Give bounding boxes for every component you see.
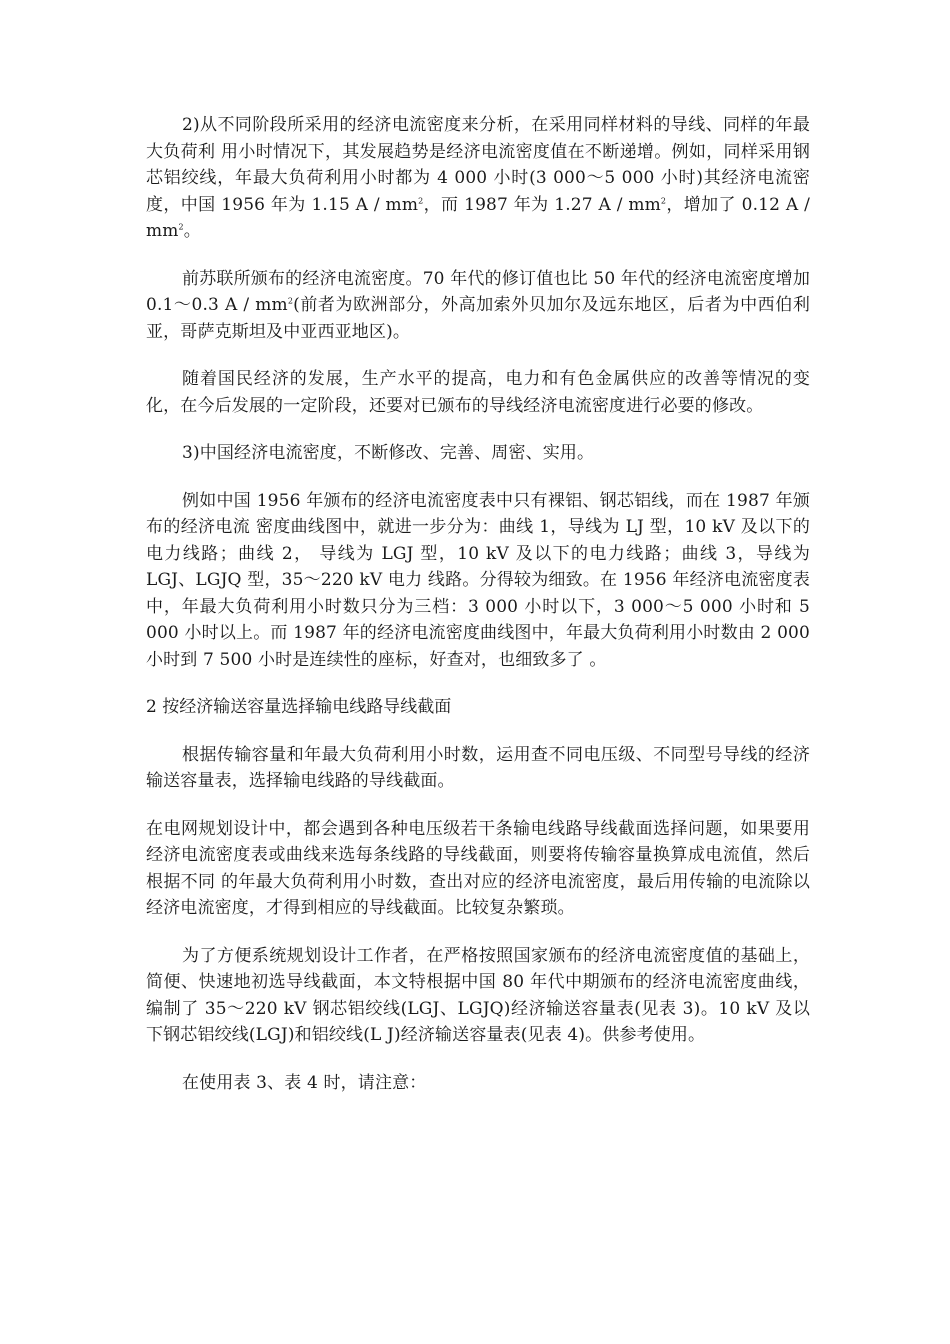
- paragraph-text: 2)从不同阶段所采用的经济电流密度来分析，在采用同样材料的导线、同样的年最大负荷利 用小时情况下，其发展趋势是经济电流密度值在不断递增。例如，同样采用钢芯铝绞线，年最大负荷利用小时都为 4 000 小时(3 000～5 000 小时)其经济电流密度，中国 1956 年为 1.15 A / mm: [146, 115, 810, 215]
- paragraph-text: ，增加了 0.12 A / mm: [146, 194, 810, 241]
- paragraph-future-revision: 随着国民经济的发展，生产水平的提高，电力和有色金属供应的改善等情况的变化，在今后发展的一定阶段，还要对已颁布的导线经济电流密度进行必要的修改。: [146, 369, 810, 416]
- superscript-2: 2: [660, 195, 667, 205]
- paragraph-usage-note: 在使用表 3、表 4 时，请注意：: [182, 1072, 427, 1093]
- paragraph-text: (前者为欧洲部分，外高加索外贝加尔及远东地区，后者为中西伯利亚，哥萨克斯坦及中亚西亚地区)。: [146, 295, 810, 342]
- superscript-2: 2: [418, 195, 424, 205]
- paragraph-current-density-trend: [146, 112, 810, 245]
- superscript-2: 2: [287, 296, 294, 306]
- paragraph-china-density: 3)中国经济电流密度，不断修改、完善、周密、实用。: [182, 443, 595, 463]
- paragraph-grid-planning: 在电网规划设计中，都会遇到各种电压级若干条输电线路导线截面选择问题，如果要用经济电流密度表或曲线来选每条线路的导线截面，则要将传输容量换算成电流值，然后根据不同 的年最大负荷利用小时数，查出对应的经济电流密度，最后用传输的电流除以经济电流密度，才得到相应的导线截面。比较复杂繁琐。: [146, 818, 810, 918]
- paragraph-text: 。: [183, 221, 201, 241]
- section-heading: 2 按经济输送容量选择输电线路导线截面: [146, 697, 452, 717]
- paragraph-tables-compiled: 为了方便系统规划设计工作者，在严格按照国家颁布的经济电流密度值的基础上，简便、快速地初选导线截面，本文特根据中国 80 年代中期颁布的经济电流密度曲线，编制了 35～220 kV 钢芯铝绞线(LGJ、LGJQ)经济输送容量表(见表 3)。10 kV 及以下钢芯铝绞线(LGJ)和铝绞线(L J)经济输送容量表(见表 4)。供参考使用。: [146, 945, 810, 1045]
- paragraph-soviet-density: [146, 266, 810, 346]
- paragraph-text: 前苏联所颁布的经济电流密度。70 年代的修订值也比 50 年代的经济电流密度增加 0.1～0.3 A / mm: [146, 268, 810, 315]
- paragraph-1956-1987-example: 例如中国 1956 年颁布的经济电流密度表中只有裸铝、钢芯铝线，而在 1987 年颁布的经济电流 密度曲线图中，就进一步分为：曲线 1，导线为 LJ 型，10 kV 及以下的电力线路；曲线 2， 导线为 LGJ 型，10 kV 及以下的电力线路；曲线 3，导线为 LGJ、LGJQ 型，35～220 kV 电力 线路。分得较为细致。在 1956 年经济电流密度表中，年最大负荷利用小时数只分为三档：3 000 小时以下，3 000～5 000 小时和 5 000 小时以上。而 1987 年的经济电流密度曲线图中，年最大负荷利用小时数由 2 000 小时到 7 500 小时是连续性的座标，好查对，也细致多了 。: [146, 490, 810, 670]
- paragraph-text: ，而 1987 年为 1.27 A / mm: [423, 194, 661, 215]
- paragraph-capacity-selection: 根据传输容量和年最大负荷利用小时数，运用查不同电压级、不同型号导线的经济输送容量表，选择输电线路的导线截面。: [146, 744, 810, 791]
- document-page: [146, 112, 810, 1117]
- superscript-2: 2: [178, 222, 184, 232]
